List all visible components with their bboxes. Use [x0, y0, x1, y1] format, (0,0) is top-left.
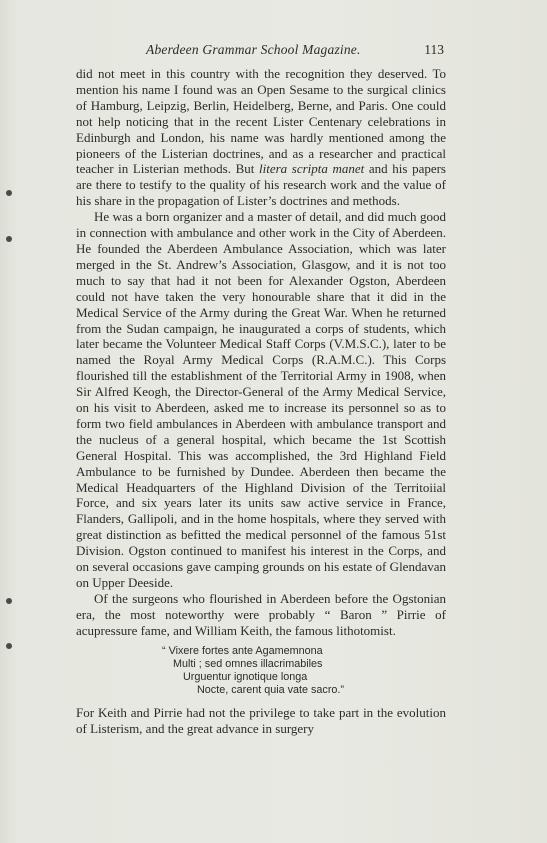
latin-verse	[76, 645, 446, 698]
verse-line-4: Nocte, carent quia vate sacro.”	[197, 684, 345, 697]
binding-hole-mark	[6, 190, 12, 196]
binding-hole-mark	[6, 598, 12, 604]
paragraph-4: For Keith and Pirrie had not the privilege to take part in the evolution of Listerism, and the great advance in surgery	[76, 705, 446, 737]
running-title: Aberdeen Grammar School Magazine.	[146, 42, 361, 57]
latin-phrase: litera scripta manet	[259, 161, 365, 177]
verse-line-2: Multi ; sed omnes illacrimabiles	[173, 657, 323, 670]
paragraph-1-lead: But	[230, 161, 259, 177]
paragraph-1-rest: and his papers are there to testify to the quality of his research work and the value of his share in the propagation of Lister’s doctrines and methods.	[76, 161, 446, 209]
paragraph-2: He was a born organizer and a master of detail, and did much good in connection with ambulance and other work in the City of Aberdeen. He founded the Aberdeen Ambulance Association, which was later merged in the St. Andrew’s Association, Glasgow, and it is not too much to say that had it not been for Alexander Ogston, Aberdeen could not have taken the very honourable share that it did in the Medical Service of the Army during the Great War. When he returned from the Sudan campaign, he inaugurated a corps of students, which later became the Volunteer Medical Staff Corps (V.M.S.C.), later to be named the Royal Army Medical Corps (R.A.M.C.). This Corps flourished till the establishment of the Territorial Army in 1908, when Sir Alfred Keogh, the Director-General of the Army Medical Service, on his visit to Aberdeen, asked me to increase its personnel so as to form two field ambulances in Aberdeen with ambulance transport and the nucleus of a general hospital, which became the 1st Scottish General Hospital. This was accomplished, the 3rd Highland Field Ambulance to be furnished by Dundee. Aberdeen then became the Medical Headquarters of the Highland Division of the Territoiial Force, and six years later its units saw active service in France, Flanders, Gallipoli, and in the home hospitals, where they served with great distinction as befitted the medical personnel of the famous 51st Division. Ogston continued to manifest his interest in the Corps, and on several occasions gave camping grounds on his estate of Glendavan on Upper Deeside.	[76, 209, 446, 590]
verse-line-1: “ Vixere fortes ante Agamemnona	[162, 644, 323, 657]
binding-hole-mark	[6, 643, 12, 649]
paragraph-3: Of the surgeons who flourished in Aberdeen before the Ogstonian era, the most noteworthy were probably “ Baron ” Pirrie of acupressure fame, and William Keith, the famous lithotomist.	[76, 590, 446, 638]
body-text	[76, 66, 446, 737]
running-header	[76, 42, 444, 60]
page-number: 113	[424, 42, 444, 57]
paragraph-1	[76, 66, 446, 209]
paragraph-1-text: did not meet in this country with the recognition they deserved. To mention his name I found was an Open Sesame to the surgical clinics of Hamburg, Leipzig, Berlin, Heidelberg, Berne, and Paris. One could not help noticing that in the recent Lister Centenary celebrations in Edinburgh and London, his name was hardly mentioned among the pioneers of the Listerian doctrines, and as a researcher and practical teacher in Listerian methods.	[76, 66, 446, 177]
verse-line-3: Urguentur ignotique longa	[183, 671, 308, 684]
binding-hole-mark	[6, 236, 12, 242]
